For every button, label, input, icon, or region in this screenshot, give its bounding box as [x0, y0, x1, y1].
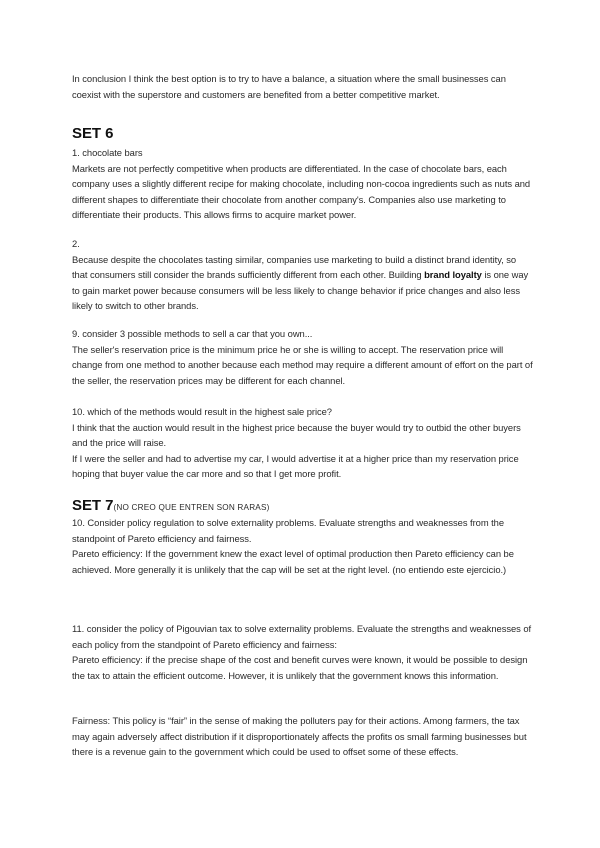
brand-loyalty-bold: brand loyalty [424, 269, 482, 281]
set7-q10-answer: Pareto efficiency: If the government knew the exact level of optimal production then Pareto efficiency can be achieved. More generally it is unlikely that the cap will be set at the right level. (no entiendo este ejercicio.) [72, 548, 514, 575]
set7-q11-label: 11. consider the policy of Pigouvian tax to solve externality problems. Evaluate the strengths and weaknesses of each policy from the standpoint of Pareto efficiency and fairness: [72, 623, 532, 650]
set6-q9 [72, 326, 534, 388]
set6-q10-label: 10. which of the methods would result in the highest sale price? [72, 406, 332, 417]
set7-section [72, 497, 534, 517]
set7-q11 [72, 621, 534, 683]
set6-q2-label: 2. [72, 238, 80, 249]
set7-heading-note: (NO CREO QUE ENTREN SON RARAS) [113, 503, 270, 512]
intro-paragraph: In conclusion I think the best option is to try to have a balance, a situation where the small businesses can coexist with the superstore and customers are benefited from a better competitive market. [72, 73, 506, 100]
set6-q1-answer: Markets are not perfectly competitive when products are differentiated. In the case of chocolate bars, each company uses a slightly different recipe for making chocolate, including non-cocoa ingredients such as nuts and different shapes to differentiate their chocolate from another company's. Companies also use marketing to differentiate their products. This allows firms to acquire market power. [72, 162, 531, 221]
set6-q1-label: 1. chocolate bars [72, 147, 143, 158]
set6-q10-answer-1: I think that the auction would result in the highest price because the buyer would try to outbid the other buyers and the price will raise. [72, 421, 521, 449]
set6-q2-answer-part1: Because despite the chocolates tasting similar, companies use marketing to build a distinct brand identity, so that consumers still consider the brands sufficiently different from each other. Building [72, 253, 517, 281]
set6-heading: SET 6 [72, 125, 114, 142]
set7-heading-line [72, 497, 534, 517]
set7-q11-answer: Pareto efficiency: if the precise shape of the cost and benefit curves were known, it would be possible to design the tax to attain the efficient outcome. However, it is unlikely that the government knows this information. [72, 654, 528, 681]
set6-q2-answer-part2: is one way to gain market power because consumers will be less likely to change behavior if price changes and also less likely to switch to other brands. [72, 269, 529, 312]
set7-heading: SET 7 [72, 497, 114, 514]
set6-q2-answer [72, 252, 534, 314]
set6-q10-answer-2: If I were the seller and had to advertise my car, I would advertise it at a higher price than my reservation price hoping that buyer value the car more and so that I get more profit. [72, 452, 519, 480]
set6-q9-answer: The seller's reservation price is the minimum price he or she is willing to accept. The reservation price will change from one method to another because each method may require a different amount of effort on the part of the seller, the reservation prices may be different for each channel. [72, 343, 533, 386]
set6-q9-label: 9. consider 3 possible methods to sell a car that you own... [72, 328, 313, 339]
set7-q10 [72, 515, 534, 577]
set7-q11-fairness-text: Fairness: This policy is “fair” in the sense of making the polluters pay for their actions. Among farmers, the tax may again adversely affect distribution if it disproportionately affects the profits os small farming businesses but there is a revenue gain to the government which could be used to offset some of these effects. [72, 715, 527, 758]
set6-q2 [72, 236, 534, 314]
intro-section [72, 71, 534, 102]
set7-q10-label: 10. Consider policy regulation to solve externality problems. Evaluate strengths and weaknesses from the standpoint of Pareto efficiency and fairness. [72, 517, 505, 544]
set6-section [72, 125, 534, 143]
set6-q10 [72, 404, 534, 482]
set6-q1 [72, 145, 534, 223]
set7-q11-fairness [72, 713, 534, 760]
